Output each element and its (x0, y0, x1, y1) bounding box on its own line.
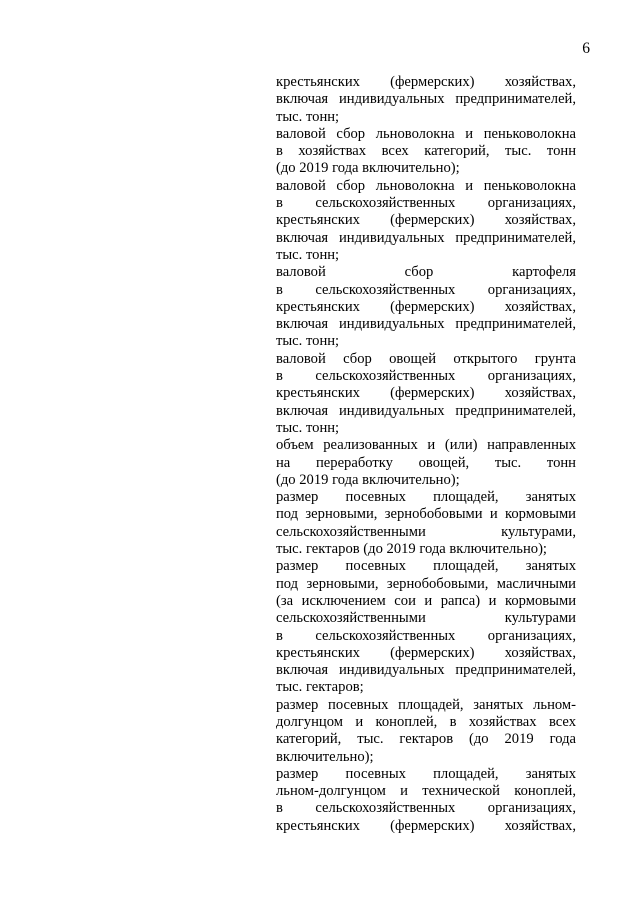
text-line: тыс. тонн; (276, 246, 340, 263)
text-line: крестьянских (фермерских) хозяйствах, (276, 212, 576, 229)
text-line: включая индивидуальных предпринимателей, (276, 91, 576, 108)
text-line: крестьянских (фермерских) хозяйствах, (276, 385, 576, 402)
text-line: размер посевных площадей, занятых (276, 765, 576, 782)
text-line: крестьянских (фермерских) хозяйствах, (276, 298, 576, 315)
text-line: валовой сбор овощей открытого грунта (276, 350, 576, 367)
text-line: включая индивидуальных предпринимателей, (276, 316, 576, 333)
text-line: долгунцом и коноплей, в хозяйствах всех (276, 713, 576, 730)
text-line: сельскохозяйственными культурами (276, 610, 576, 627)
text-line: (за исключением сои и рапса) и кормовыми (276, 592, 576, 609)
text-line: размер посевных площадей, занятых льном- (276, 696, 576, 713)
text-line: тыс. тонн; (276, 333, 340, 350)
text-line: объем реализованных и (или) направленных (276, 437, 576, 454)
text-line: крестьянских (фермерских) хозяйствах, (276, 817, 576, 834)
text-line: сельскохозяйственными культурами, (276, 523, 576, 540)
text-line: (до 2019 года включительно); (276, 160, 460, 177)
text-line: тыс. тонн; (276, 108, 340, 125)
text-line: в сельскохозяйственных организациях, (276, 627, 576, 644)
body-text (276, 74, 576, 835)
text-line: включая индивидуальных предпринимателей, (276, 402, 576, 419)
text-line: в хозяйствах всех категорий, тыс. тонн (276, 143, 576, 160)
text-line: льном-долгунцом и технической коноплей, (276, 783, 576, 800)
text-line: валовой сбор льноволокна и пеньковолокна (276, 177, 576, 194)
text-line: под зерновыми, зернобобовыми и кормовыми (276, 506, 576, 523)
text-line: в сельскохозяйственных организациях, (276, 281, 576, 298)
text-line: включая индивидуальных предпринимателей, (276, 229, 576, 246)
text-line: крестьянских (фермерских) хозяйствах, (276, 74, 576, 90)
text-line: категорий, тыс. гектаров (до 2019 года (276, 731, 576, 748)
text-line: крестьянских (фермерских) хозяйствах, (276, 644, 576, 661)
text-line: тыс. гектаров (до 2019 года включительно); (276, 541, 547, 558)
text-line: в сельскохозяйственных организациях, (276, 800, 576, 817)
text-line: размер посевных площадей, занятых (276, 489, 576, 506)
text-line: на переработку овощей, тыс. тонн (276, 454, 576, 471)
text-line: (до 2019 года включительно); (276, 471, 460, 488)
text-line: тыс. тонн; (276, 419, 340, 436)
page-number: 6 (582, 40, 590, 57)
text-line: валовой сбор льноволокна и пеньковолокна (276, 125, 576, 142)
text-line: в сельскохозяйственных организациях, (276, 195, 576, 212)
text-line: включительно); (276, 748, 374, 765)
text-line: валовой сбор картофеля (276, 264, 576, 281)
text-line: в сельскохозяйственных организациях, (276, 368, 576, 385)
text-line: включая индивидуальных предпринимателей, (276, 662, 576, 679)
text-line: размер посевных площадей, занятых (276, 558, 576, 575)
text-line: тыс. гектаров; (276, 679, 364, 696)
text-line: под зерновыми, зернобобовыми, масличными (276, 575, 576, 592)
